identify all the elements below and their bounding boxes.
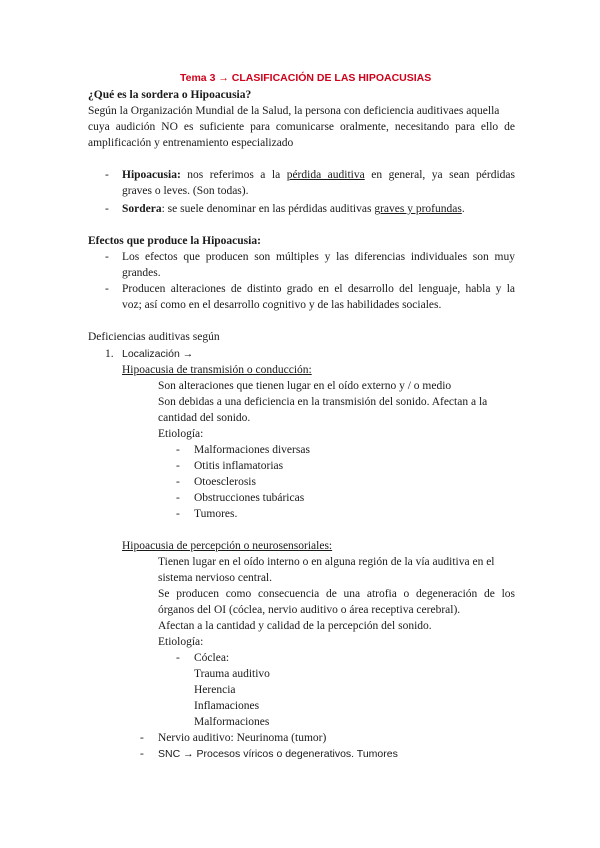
intro-line-1: Según la Organización Mundial de la Salud, la persona con deficiencia auditivaes aquella [88, 105, 500, 117]
coclea-item: Inflamaciones [194, 700, 260, 712]
etiologia-item: Tumores. [194, 508, 238, 520]
etiologia-item: Malformaciones diversas [194, 444, 310, 456]
snc-item: SNC → Procesos víricos o degenerativos. Tumores [158, 748, 398, 760]
etiologia-item: Otitis inflamatorias [194, 460, 284, 472]
sordera-text: : se suele denominar en las pérdidas auditivas [161, 203, 375, 215]
hipoacusia-underlined: pérdida auditiva [286, 169, 365, 181]
bullet-dash: - [105, 203, 109, 215]
transmision-line-3: cantidad del sonido. [158, 412, 251, 424]
transmision-line-1: Son alteraciones que tienen lugar en el oído externo y / o medio [158, 380, 452, 392]
sordera-term: Sordera [122, 203, 162, 215]
sordera-text-after: . [461, 203, 465, 215]
bullet-dash: - [176, 508, 180, 520]
percepcion-heading: Hipoacusia de percepción o neurosensoriales: [122, 540, 333, 552]
bullet-dash: - [105, 169, 109, 181]
effects-item-2-line-1: Producen alteraciones de distinto grado en el desarrollo del lenguaje, habla y la [122, 283, 515, 295]
percepcion-line-4: órganos del OI (cóclea, nervio auditivo o área receptiva cerebral). [158, 604, 461, 616]
effects-item-1-line-1: Los efectos que producen son múltiples y las diferencias individuales son muy [122, 251, 515, 263]
sordera-definition [122, 201, 465, 217]
deficiencias-heading: Deficiencias auditivas según [88, 331, 220, 343]
bullet-dash: - [105, 283, 109, 295]
coclea-label: Cóclea: [194, 652, 230, 664]
intro-line-2: cuya audición NO es suficiente para comunicarse oralmente, necesitando para ello de [88, 121, 515, 133]
effects-item-2-line-2: voz; así como en el desarrollo cognitivo y de las habilidades sociales. [122, 299, 442, 311]
transmision-heading: Hipoacusia de transmisión o conducción: [122, 364, 312, 376]
percepcion-etiologia-label: Etiología: [158, 636, 204, 648]
bullet-dash: - [140, 732, 144, 744]
etiologia-item: Otoesclerosis [194, 476, 256, 488]
percepcion-line-3: Se producen como consecuencia de una atrofia o degeneración de los [158, 588, 515, 600]
transmision-etiologia-label: Etiología: [158, 428, 204, 440]
hipoacusia-definition [122, 167, 515, 183]
coclea-item: Herencia [194, 684, 236, 696]
bullet-dash: - [176, 444, 180, 456]
bullet-dash: - [176, 492, 180, 504]
transmision-line-2: Son debidas a una deficiencia en la transmisión del sonido. Afectan a la [158, 396, 488, 408]
list-number: 1. [105, 348, 114, 360]
percepcion-line-1: Tienen lugar en el oído interno o en alguna región de la vía auditiva en el [158, 556, 495, 568]
coclea-item: Malformaciones [194, 716, 270, 728]
nervio-auditivo-item: Nervio auditivo: Neurinoma (tumor) [158, 732, 327, 744]
effects-heading: Efectos que produce la Hipoacusia: [88, 235, 261, 247]
etiologia-item: Obstrucciones tubáricas [194, 492, 305, 504]
intro-line-3: amplificación y entrenamiento especializado [88, 137, 294, 149]
bullet-dash: - [176, 652, 180, 664]
coclea-item: Trauma auditivo [194, 668, 270, 680]
sordera-underlined: graves y profundas [374, 203, 462, 215]
hipoacusia-definition-line-2: graves o leves. (Son todas). [122, 185, 249, 197]
hipoacusia-text-after: en general, ya sean pérdidas [364, 169, 515, 181]
percepcion-line-2: sistema nervioso central. [158, 572, 273, 584]
effects-item-1-line-2: grandes. [122, 267, 161, 279]
intro-question: ¿Qué es la sordera o Hipoacusia? [88, 89, 252, 101]
document-title: Tema 3 → CLASIFICACIÓN DE LAS HIPOACUSIAS [180, 72, 432, 84]
hipoacusia-text: nos referimos a la [180, 169, 287, 181]
percepcion-line-5: Afectan a la cantidad y calidad de la percepción del sonido. [158, 620, 432, 632]
bullet-dash: - [176, 460, 180, 472]
bullet-dash: - [140, 748, 144, 760]
bullet-dash: - [105, 251, 109, 263]
localizacion-label: Localización → [122, 348, 194, 360]
hipoacusia-term: Hipoacusia: [122, 169, 181, 181]
bullet-dash: - [176, 476, 180, 488]
